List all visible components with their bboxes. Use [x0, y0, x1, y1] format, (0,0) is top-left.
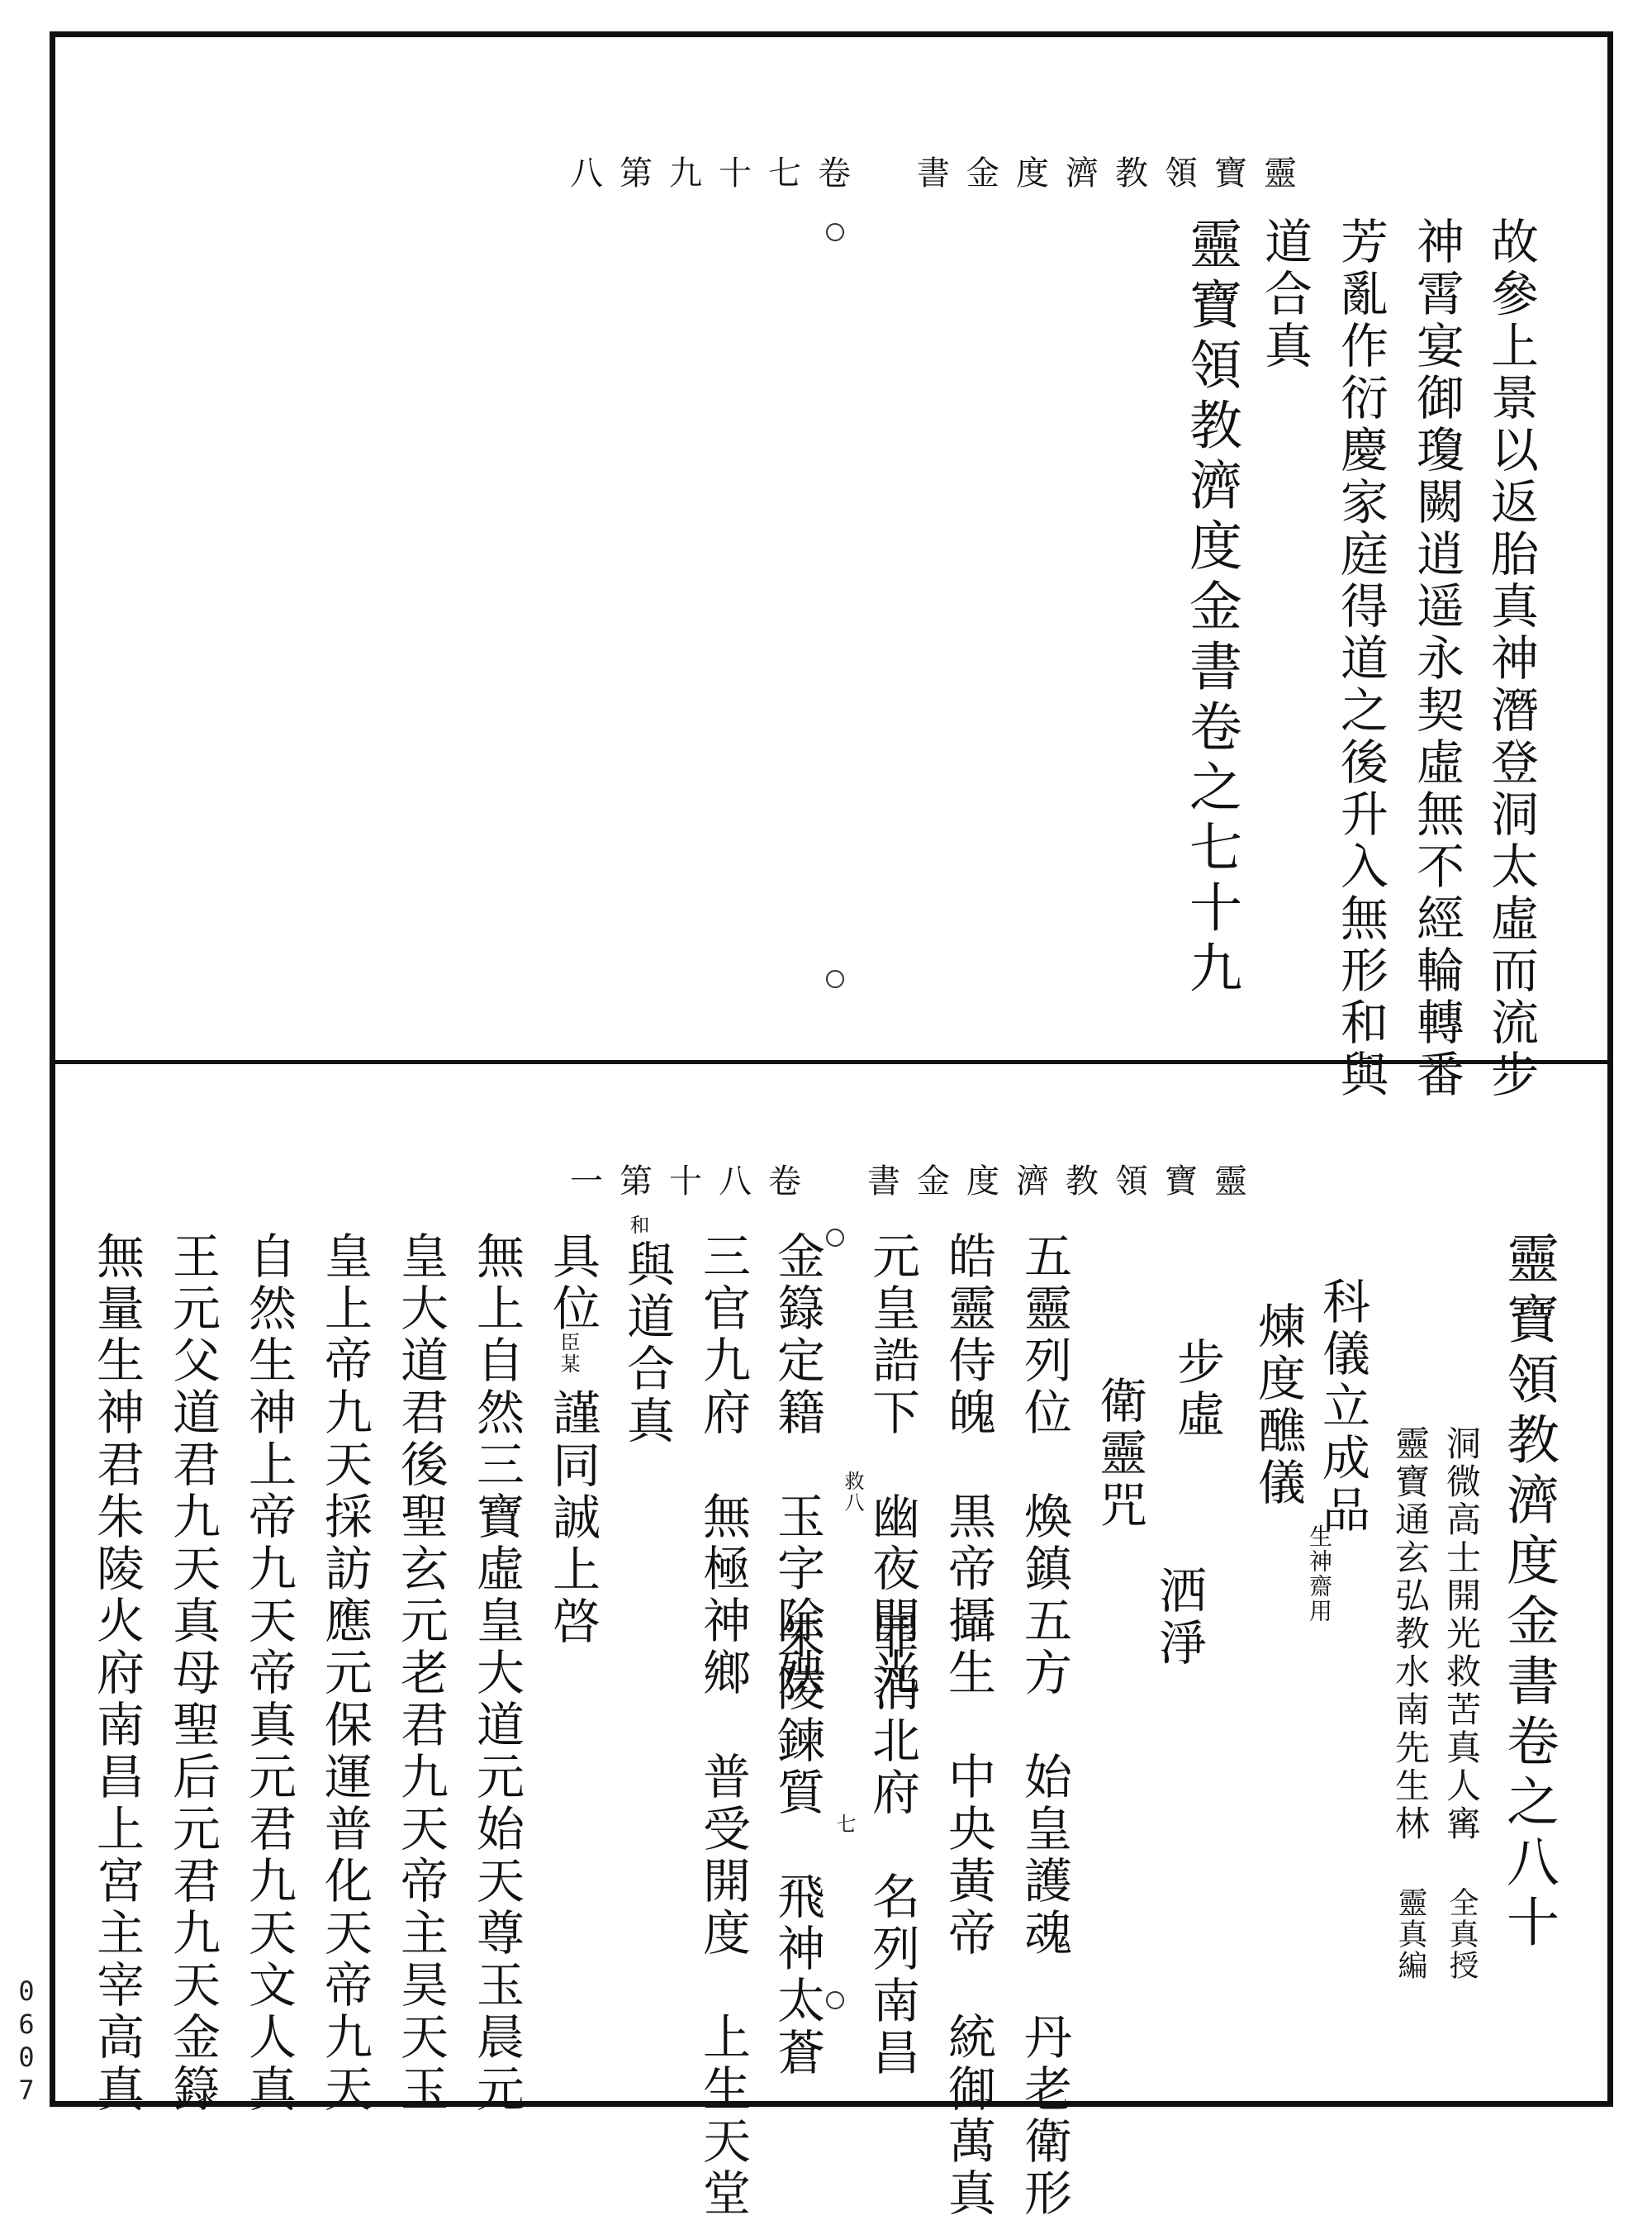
- binding-hole-upper-top: [826, 223, 844, 241]
- section-heading-2: 煉度醮儀: [1250, 1301, 1306, 1509]
- line-6: 與道合真: [619, 1239, 675, 1448]
- binding-hole-lower-top: [826, 1229, 844, 1247]
- verse-line-4a: 金籙定籍 玉字除殃: [769, 1231, 825, 1699]
- line-8: 無上自然三寶虛皇大道元始天尊玉晨元: [468, 1231, 525, 2116]
- author-1-name: 洞微高士開光救苦真人寗: [1441, 1425, 1482, 1843]
- binding-hole-upper-bottom: [826, 970, 844, 988]
- upper-page-header: 八第九十七卷 書金度濟教領寶靈: [570, 154, 1313, 193]
- verse-line-4-note: 七: [833, 1814, 856, 1835]
- line-7-end: 謹同誠上啓: [544, 1388, 601, 1648]
- author-line-2: [1390, 1425, 1431, 1981]
- verse-line-1: 五靈列位 煥鎮五方 始皇護魂 丹老衛形: [1016, 1231, 1072, 2220]
- step-1b-label: 洒淨: [1151, 1566, 1207, 1670]
- volume-title: 靈寶領教濟度金書卷之八十: [1498, 1231, 1559, 1955]
- author-2-name: 靈寶通玄弘教水南先生林: [1390, 1425, 1431, 1843]
- author-line-1: [1441, 1425, 1482, 1981]
- author-2-note: 靈真編: [1393, 1887, 1427, 1981]
- upper-text-column-2: 神霄宴御瓊闕逍遥永契虛無不經輪轉番: [1408, 216, 1464, 1101]
- line-9: 皇大道君後聖玄元老君九天帝主昊天玉: [392, 1231, 449, 2116]
- author-1-note: 全真授: [1445, 1887, 1479, 1981]
- line-12: 王元父道君九天真母聖后元君九天金籙: [164, 1231, 221, 2116]
- upper-volume-end-title: 靈寶領教濟度金書卷之七十九: [1180, 216, 1241, 1001]
- binding-hole-lower-bottom: [826, 1991, 844, 2009]
- step-2-label: 衛靈咒: [1091, 1376, 1147, 1532]
- upper-text-column-4: 道合真: [1256, 216, 1313, 373]
- line-6-note: 和: [626, 1215, 649, 1236]
- upper-text-column-1: 故參上景以返胎真神潛登洞太虛而流步: [1483, 216, 1539, 1101]
- verse-line-4b: 朱陵鍊質 飛神太蒼: [769, 1611, 825, 2080]
- section-heading-1: [1314, 1276, 1370, 1537]
- verse-line-3-note: 救八: [841, 1471, 864, 1514]
- page-number: 0607: [18, 1975, 35, 2106]
- line-11: 自然生神上帝九天帝真元君九天文人真: [240, 1231, 297, 2116]
- section-1-note: 生神齋用: [1306, 1524, 1333, 1623]
- line-7-start: 具位: [544, 1231, 601, 1335]
- step-1-label: 步虛: [1169, 1337, 1225, 1441]
- verse-line-5: 三官九府 無極神鄉 普受開度 上生天堂: [695, 1231, 751, 2220]
- lower-page-header: 一第十八卷 書金度濟教領寶靈: [570, 1162, 1264, 1200]
- line-10: 皇上帝九天採訪應元保運普化天帝九天: [316, 1231, 373, 2116]
- upper-text-column-3: 芳亂作衍慶家庭得道之後升入無形和與: [1332, 216, 1389, 1101]
- verse-line-3a: 元皇誥下 幽夜開光: [864, 1231, 920, 1699]
- line-13: 無量生神君朱陵火府南昌上宮主宰高真: [88, 1231, 145, 2116]
- verse-line-2: 皓靈侍魄 黒帝攝生 中央黃帝 統御萬真: [940, 1231, 996, 2220]
- verse-line-3b: 罪消北府 名列南昌: [864, 1611, 920, 2080]
- section-1-label: 科儀立成品: [1314, 1276, 1370, 1537]
- line-7-note: 臣某: [557, 1332, 580, 1375]
